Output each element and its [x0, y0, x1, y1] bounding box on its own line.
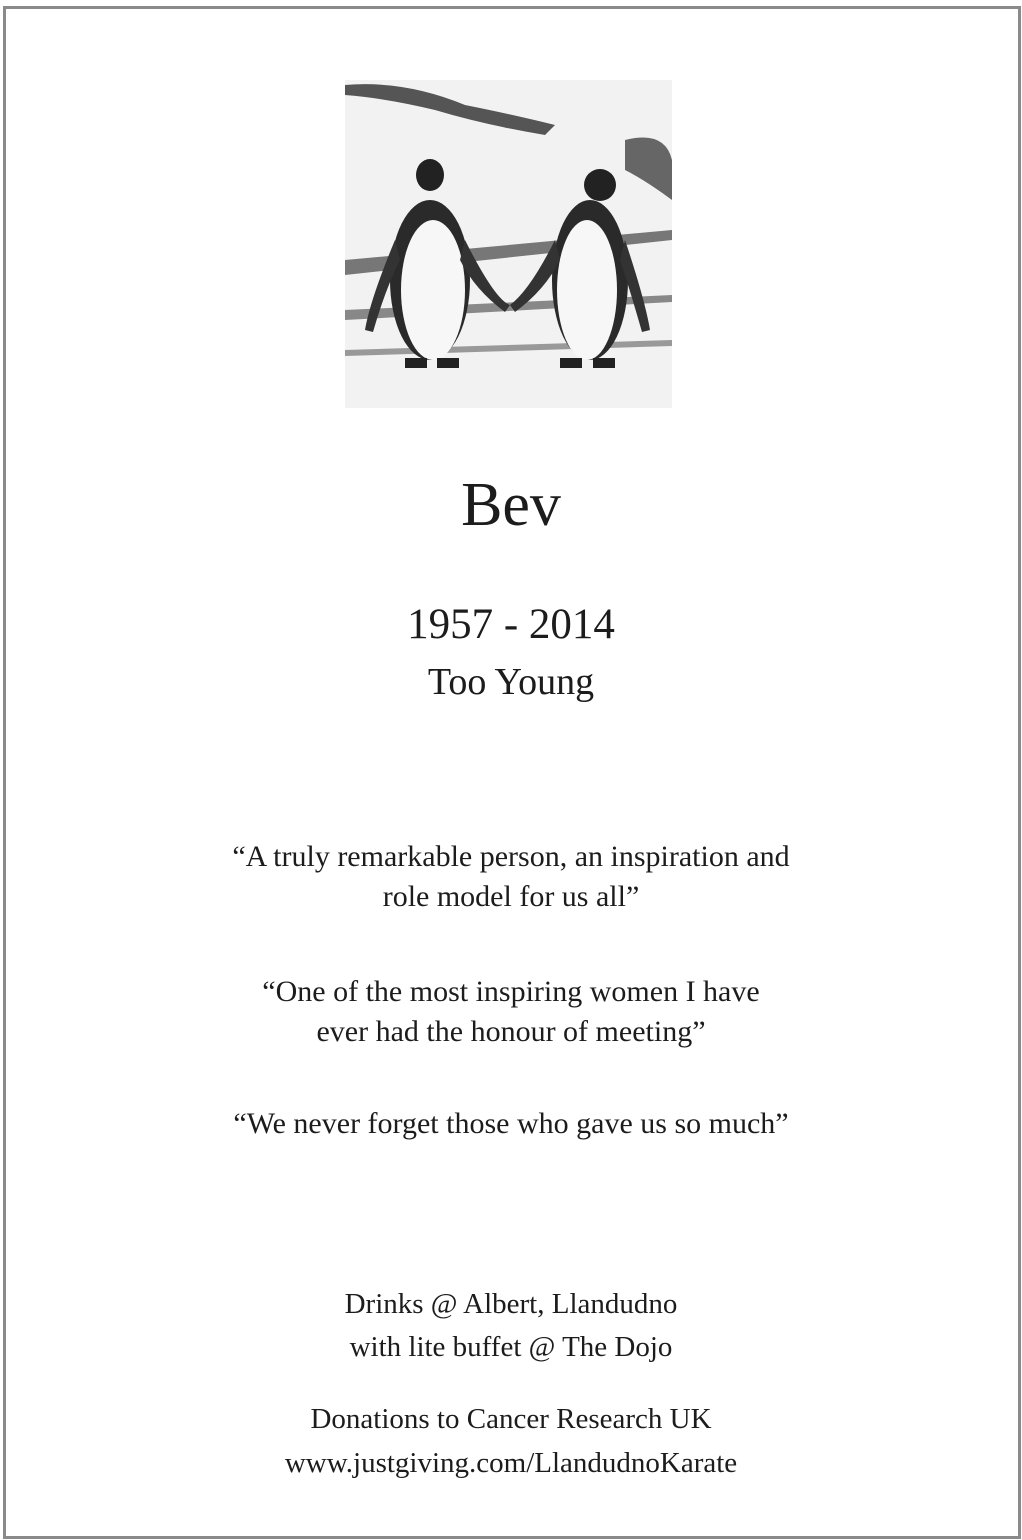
deceased-name: Bev	[461, 471, 561, 539]
quote-2-line-2: ever had the honour of meeting”	[316, 1015, 706, 1048]
subtitle: Too Young	[427, 661, 595, 703]
event-line-2: with lite buffet @ The Dojo	[349, 1331, 673, 1363]
donations-line: Donations to Cancer Research UK	[310, 1403, 712, 1435]
quote-2-line-1: “One of the most inspiring women I have	[262, 975, 760, 1008]
donation-url: www.justgiving.com/LlandudnoKarate	[284, 1447, 738, 1479]
quote-3: “We never forget those who gave us so much”	[233, 1107, 789, 1140]
penguins-photo	[345, 80, 672, 408]
quote-1-line-2: role model for us all”	[382, 880, 640, 913]
event-line-1: Drinks @ Albert, Llandudno	[344, 1288, 678, 1320]
life-years: 1957 - 2014	[407, 601, 615, 648]
quote-1-line-1: “A truly remarkable person, an inspiration and	[232, 840, 790, 873]
